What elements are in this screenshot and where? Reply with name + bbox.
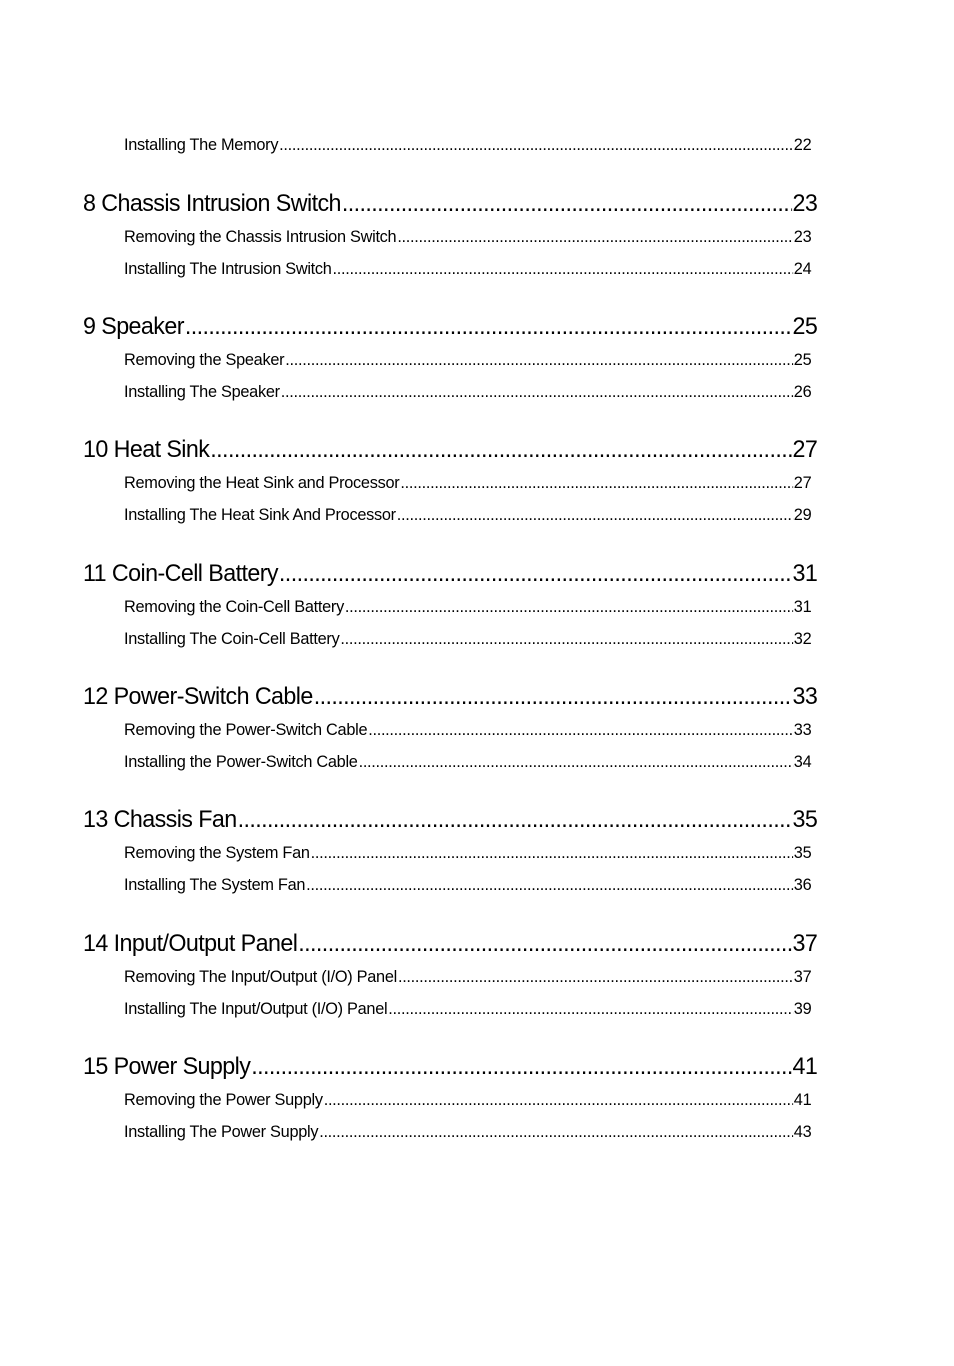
dot-leader [388, 999, 793, 1019]
toc-chapter-title: 11 Coin-Cell Battery [83, 560, 278, 587]
toc-entry-page: 24 [793, 259, 812, 278]
dot-leader [397, 505, 793, 525]
toc-chapter-title: 15 Power Supply [83, 1053, 251, 1080]
dot-leader [311, 843, 793, 863]
toc-entry-page: 36 [793, 875, 812, 894]
toc-entry-title: Removing the System Fan [124, 843, 310, 862]
toc-chapter[interactable] [83, 313, 817, 347]
toc-entry-page: 26 [793, 382, 812, 401]
toc-entry-title: Installing The Heat Sink And Processor [124, 505, 396, 524]
toc-entry-page: 25 [793, 350, 812, 369]
toc-entry-page: 23 [793, 227, 812, 246]
dot-leader [281, 382, 793, 402]
toc-chapter[interactable] [83, 806, 817, 840]
dot-leader [210, 436, 791, 464]
dot-leader [324, 1090, 793, 1110]
toc-entry-title: Removing the Speaker [124, 350, 285, 369]
toc-entry-title: Installing The Speaker [124, 382, 280, 401]
dot-leader [333, 259, 793, 279]
toc-entry-page: 31 [793, 597, 812, 616]
toc-chapter-page: 33 [792, 683, 818, 710]
toc-entry[interactable] [124, 752, 811, 776]
toc-chapter[interactable] [83, 436, 817, 470]
dot-leader [314, 683, 792, 711]
toc-entry-title: Installing The Memory [124, 135, 279, 154]
toc-entry-title: Installing The Coin-Cell Battery [124, 629, 340, 648]
dot-leader [285, 350, 793, 370]
toc-chapter[interactable] [83, 683, 817, 717]
dot-leader [397, 227, 793, 247]
toc-entry[interactable] [124, 629, 811, 653]
toc-chapter-page: 23 [792, 190, 818, 217]
toc-entry[interactable] [124, 259, 811, 283]
toc-chapter-page: 27 [792, 436, 818, 463]
toc-entry[interactable] [124, 505, 811, 529]
toc-entry-page: 39 [793, 999, 812, 1018]
toc-entry[interactable] [124, 967, 811, 991]
toc-entry-page: 43 [793, 1122, 812, 1141]
toc-chapter-page: 41 [792, 1053, 818, 1080]
toc-chapter-title: 14 Input/Output Panel [83, 930, 298, 957]
toc-entry[interactable] [124, 999, 811, 1023]
dot-leader [279, 560, 792, 588]
toc-chapter-page: 25 [792, 313, 818, 340]
dot-leader [251, 1053, 791, 1081]
toc-entry-title: Removing the Power Supply [124, 1090, 323, 1109]
dot-leader [398, 967, 793, 987]
toc-entry-title: Installing The System Fan [124, 875, 306, 894]
toc-entry-title: Installing The Input/Output (I/O) Panel [124, 999, 388, 1018]
toc-entry[interactable] [124, 1090, 811, 1114]
toc-entry[interactable] [124, 875, 811, 899]
toc-chapter[interactable] [83, 560, 817, 594]
toc-entry-title: Removing the Chassis Intrusion Switch [124, 227, 397, 246]
toc-entry-page: 27 [793, 473, 812, 492]
toc-entry-page: 22 [793, 135, 812, 154]
toc-entry-page: 35 [793, 843, 812, 862]
dot-leader [238, 806, 792, 834]
toc-entry[interactable] [124, 382, 811, 406]
toc-entry-title: Removing the Heat Sink and Processor [124, 473, 400, 492]
dot-leader [319, 1122, 793, 1142]
dot-leader [306, 875, 793, 895]
dot-leader [345, 597, 793, 617]
toc-entry-title: Installing The Intrusion Switch [124, 259, 332, 278]
toc-chapter-title: 12 Power-Switch Cable [83, 683, 313, 710]
toc-entry[interactable] [124, 720, 811, 744]
toc-chapter-page: 35 [792, 806, 818, 833]
toc-chapter-page: 31 [792, 560, 818, 587]
toc-entry-page: 37 [793, 967, 812, 986]
toc-chapter-title: 8 Chassis Intrusion Switch [83, 190, 341, 217]
toc-entry[interactable] [124, 473, 811, 497]
dot-leader [185, 313, 792, 341]
toc-entry[interactable] [124, 1122, 811, 1146]
toc-chapter-title: 13 Chassis Fan [83, 806, 237, 833]
toc-entry[interactable] [124, 350, 811, 374]
toc-entry-page: 29 [793, 505, 812, 524]
toc-entry[interactable] [124, 135, 811, 159]
dot-leader [359, 752, 793, 772]
dot-leader [298, 930, 791, 958]
toc-entry-title: Installing the Power-Switch Cable [124, 752, 358, 771]
toc-entry-title: Installing The Power Supply [124, 1122, 319, 1141]
toc-entry-title: Removing the Coin-Cell Battery [124, 597, 344, 616]
toc-chapter[interactable] [83, 930, 817, 964]
dot-leader [342, 190, 792, 218]
toc-entry-page: 32 [793, 629, 812, 648]
dot-leader [400, 473, 792, 493]
toc-entry-title: Removing The Input/Output (I/O) Panel [124, 967, 397, 986]
toc-entry-page: 34 [793, 752, 812, 771]
toc-entry[interactable] [124, 597, 811, 621]
dot-leader [279, 135, 793, 155]
toc-chapter[interactable] [83, 1053, 817, 1087]
toc-chapter-title: 9 Speaker [83, 313, 184, 340]
toc-entry-page: 41 [793, 1090, 812, 1109]
toc-entry-page: 33 [793, 720, 812, 739]
toc-chapter-page: 37 [792, 930, 818, 957]
toc-entry[interactable] [124, 843, 811, 867]
dot-leader [368, 720, 793, 740]
dot-leader [340, 629, 792, 649]
toc-entry[interactable] [124, 227, 811, 251]
toc-entry-title: Removing the Power-Switch Cable [124, 720, 368, 739]
toc-chapter[interactable] [83, 190, 817, 224]
toc-chapter-title: 10 Heat Sink [83, 436, 210, 463]
